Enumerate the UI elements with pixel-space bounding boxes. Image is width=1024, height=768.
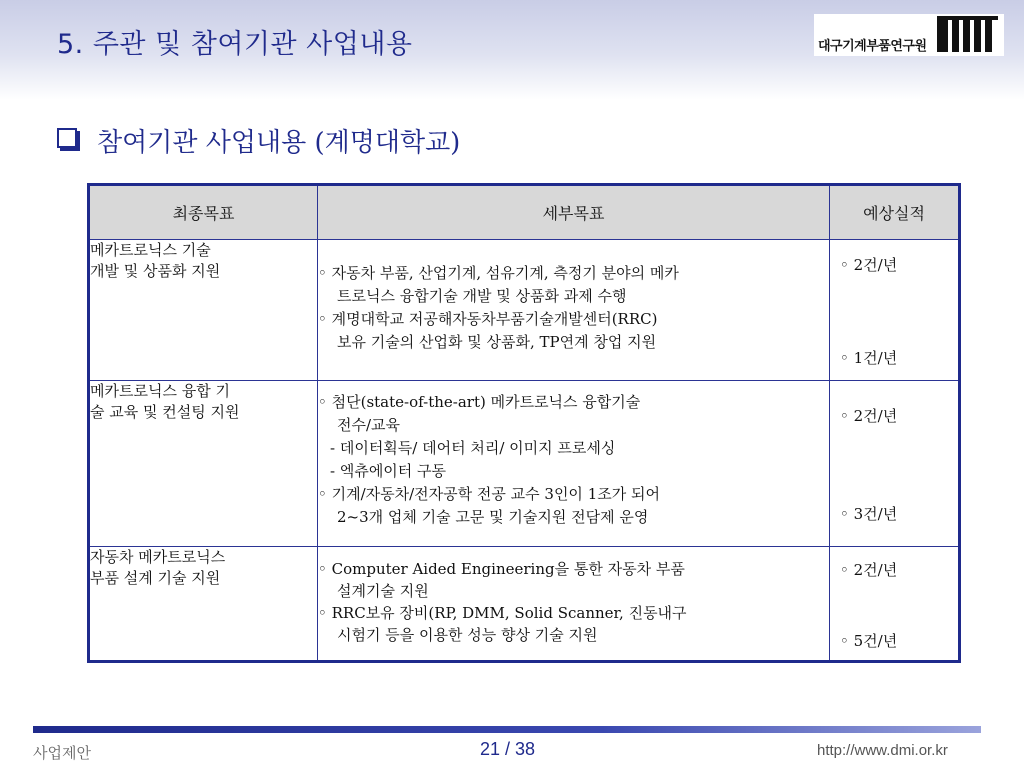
table-row [89, 381, 960, 547]
header-cell: 최종목표 [89, 185, 318, 240]
logo-mark-icon [935, 14, 1003, 56]
result-value: ◦ 2건/년 [840, 407, 898, 425]
detail-line: ◦ RRC보유 장비(RP, DMM, Solid Scanner, 진동내구 [318, 604, 687, 622]
detail-line: ◦ 자동차 부품, 산업기계, 섬유기계, 측정기 분야의 메카 [318, 264, 679, 282]
detail-line: ◦ 계명대학교 저공해자동차부품기술개발센터(RRC) [318, 310, 658, 328]
detail-line: 트로닉스 융합기술 개발 및 상품화 과제 수행 [337, 287, 627, 305]
footer-label: 사업제안 [33, 744, 91, 762]
footer-bar [33, 726, 981, 733]
logo-text: 대구기계부품연구원 [818, 39, 927, 54]
goal-line: 메카트로닉스 기술 [90, 241, 211, 259]
header-cell: 예상실적 [830, 185, 960, 240]
logo [814, 14, 1004, 56]
goal-line: 메카트로닉스 융합 기 [90, 382, 230, 400]
business-table [87, 183, 961, 663]
page-number: 21 / 38 [480, 739, 536, 759]
detail-line: 설계기술 지원 [337, 582, 429, 600]
result-value: ◦ 2건/년 [840, 561, 898, 579]
section-subtitle [57, 122, 460, 159]
detail-line: ◦ 기계/자동차/전자공학 전공 교수 3인이 1조가 되어 [318, 485, 660, 503]
goal-line: 부품 설계 기술 지원 [90, 569, 221, 587]
detail-line: 전수/교육 [337, 416, 401, 434]
subtitle-text: 참여기관 사업내용 (계명대학교) [97, 128, 461, 158]
goal-cell [89, 547, 318, 662]
table-row [89, 240, 960, 381]
result-value: ◦ 5건/년 [840, 632, 898, 650]
detail-line: ◦ 첨단(state-of-the-art) 메카트로닉스 융합기술 [318, 393, 641, 411]
header-cell: 세부목표 [318, 185, 830, 240]
result-value: ◦ 1건/년 [840, 349, 898, 367]
goal-line: 자동차 메카트로닉스 [90, 548, 226, 566]
goal-line: 술 교육 및 컨설팅 지원 [90, 403, 240, 421]
result-cell [830, 240, 960, 381]
detail-line: 시험기 등을 이용한 성능 향상 기술 지원 [337, 626, 598, 644]
result-cell [830, 547, 960, 662]
table-header-row [89, 185, 960, 240]
detail-line: ◦ Computer Aided Engineering을 통한 자동차 부품 [318, 560, 685, 578]
detail-line: - 데이터획득/ 데어터 처리/ 이미지 프로세싱 [330, 439, 616, 457]
result-value: ◦ 2건/년 [840, 256, 898, 274]
detail-cell [318, 240, 830, 381]
detail-line: - 엑츄에이터 구동 [330, 462, 447, 480]
result-value: ◦ 3건/년 [840, 505, 898, 523]
footer-url: http://www.dmi.or.kr [817, 742, 948, 759]
checkbox-bullet-icon [57, 128, 77, 148]
detail-line: 2~3개 업체 기술 고문 및 기술지원 전담제 운영 [337, 508, 649, 526]
goal-cell [89, 381, 318, 547]
detail-cell [318, 381, 830, 547]
goal-cell [89, 240, 318, 381]
page-title: 5. 주관 및 참여기관 사업내용 [57, 29, 413, 60]
result-cell [830, 381, 960, 547]
detail-line: 보유 기술의 산업화 및 상품화, TP연계 창업 지원 [337, 333, 657, 351]
detail-cell [318, 547, 830, 662]
goal-line: 개발 및 상품화 지원 [90, 262, 221, 280]
table-row [89, 547, 960, 662]
